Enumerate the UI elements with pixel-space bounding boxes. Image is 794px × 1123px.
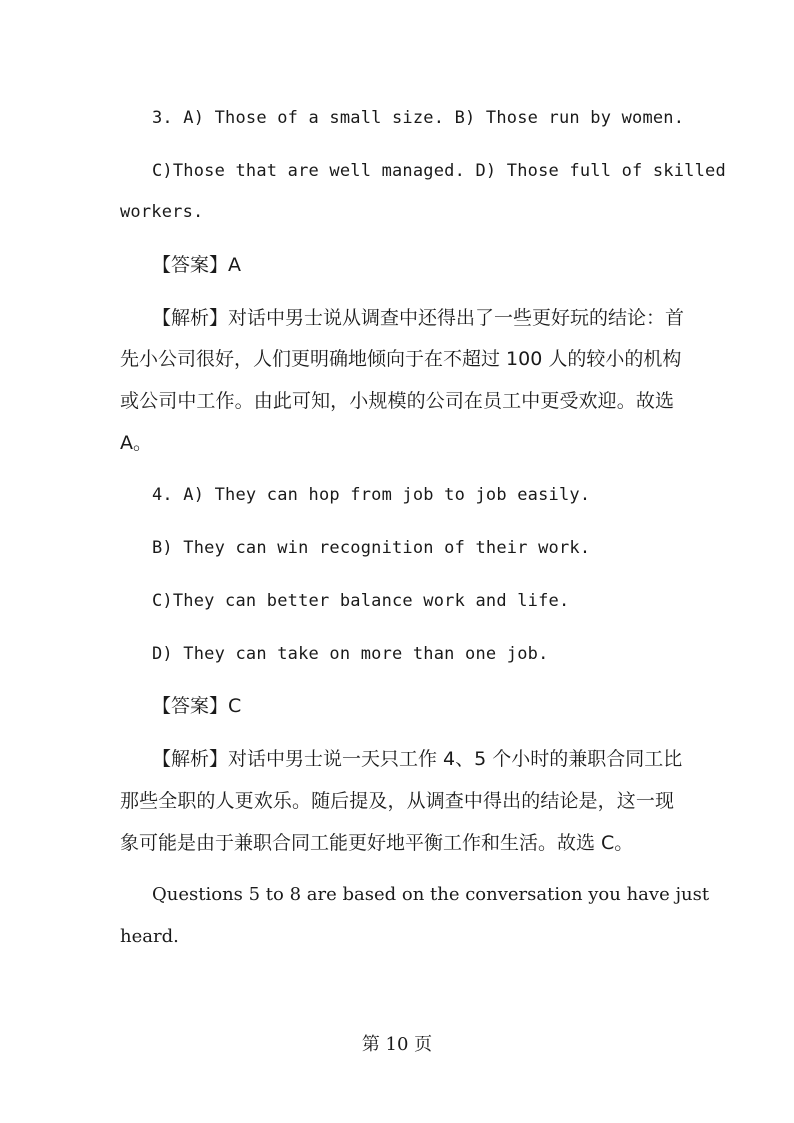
q3-analysis-line-1: 【解析】对话中男士说从调查中还得出了一些更好玩的结论：首 — [152, 307, 685, 329]
q3-options-line-1: 3. A) Those of a small size. B) Those run by women. — [152, 108, 685, 128]
q4-analysis-line-3: 象可能是由于兼职合同工能更好地平衡工作和生活。故选 C。 — [120, 832, 634, 854]
q3-options-line-3: workers. — [120, 202, 204, 222]
q3-analysis-line-3: 或公司中工作。由此可知，小规模的公司在员工中更受欢迎。故选 — [120, 390, 674, 412]
q4-option-d: D) They can take on more than one job. — [152, 644, 549, 664]
section-intro-line-1: Questions 5 to 8 are based on the conversation you have just — [152, 884, 710, 905]
q4-analysis-line-1: 【解析】对话中男士说一天只工作 4、5 个小时的兼职合同工比 — [152, 748, 683, 770]
q4-option-a: 4. A) They can hop from job to job easily. — [152, 485, 591, 505]
section-intro-line-2: heard. — [120, 926, 179, 947]
q3-options-line-2: C)Those that are well managed. D) Those full of skilled — [152, 161, 726, 181]
q3-analysis-line-2: 先小公司很好，人们更明确地倾向于在不超过 100 人的较小的机构 — [120, 348, 682, 370]
q3-answer: 【答案】A — [152, 254, 241, 276]
q4-option-b: B) They can win recognition of their work. — [152, 538, 591, 558]
q4-option-c: C)They can better balance work and life. — [152, 591, 570, 611]
q4-analysis-line-2: 那些全职的人更欢乐。随后提及，从调查中得出的结论是，这一现 — [120, 790, 674, 812]
q3-analysis-line-4: A。 — [120, 432, 152, 454]
q4-answer: 【答案】C — [152, 695, 242, 717]
page-number: 第 10 页 — [361, 1034, 433, 1055]
